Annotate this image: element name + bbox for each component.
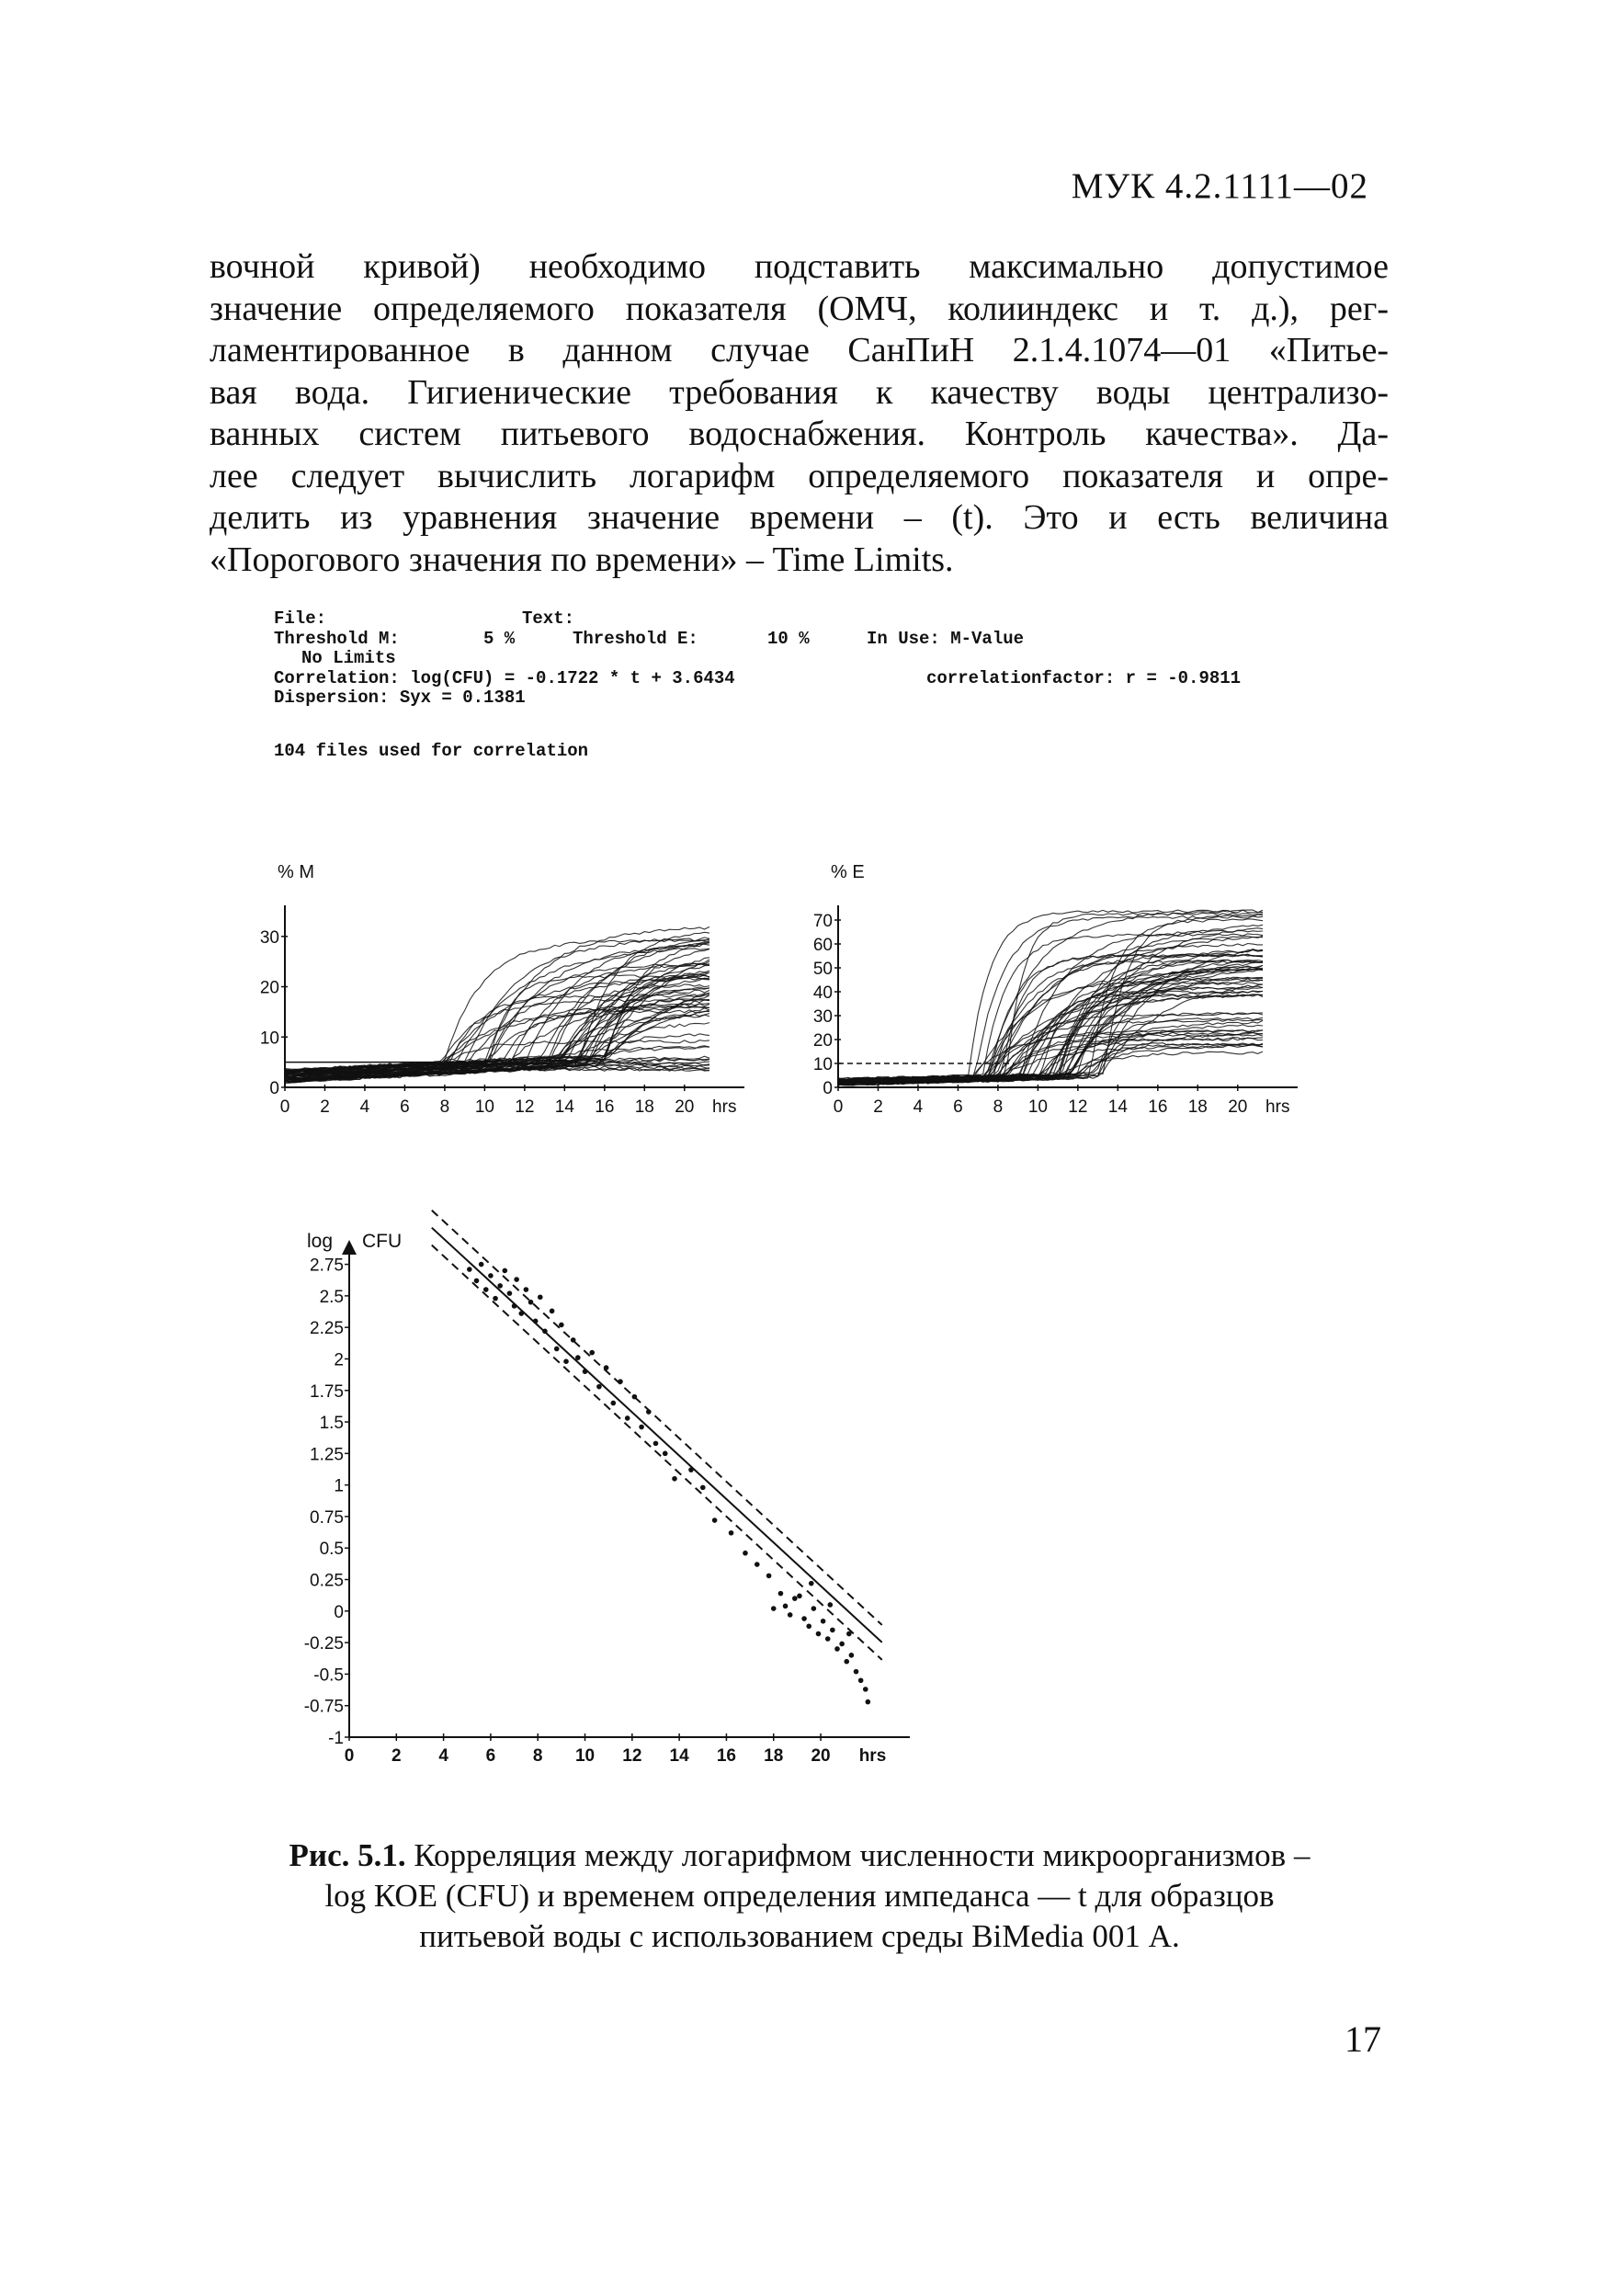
data-point	[854, 1669, 859, 1675]
x-tick-label: 2	[391, 1746, 402, 1766]
data-point	[507, 1290, 513, 1296]
data-point	[528, 1300, 534, 1305]
correlation-equation: Correlation: log(CFU) = -0.1722 * t + 3.6434	[274, 667, 735, 688]
x-tick-label: 0	[344, 1746, 355, 1766]
x-tick-label: 20	[1228, 1097, 1248, 1117]
x-tick-label: 6	[953, 1097, 963, 1117]
data-point	[518, 1311, 524, 1316]
threshold-m-value: 5 %	[483, 628, 516, 649]
confidence-band-line	[432, 1211, 882, 1625]
y-tick-label: 30	[259, 927, 279, 948]
y-tick-label: -0.75	[303, 1697, 344, 1717]
x-tick-label: 10	[474, 1097, 494, 1117]
y-tick-label: 40	[812, 983, 833, 1003]
correlation-factor: correlationfactor: r = -0.9811	[926, 667, 1242, 688]
x-tick-label: 8	[439, 1097, 450, 1117]
y-tick-label: 1.75	[310, 1381, 344, 1402]
data-point	[596, 1384, 602, 1390]
data-point	[512, 1303, 517, 1309]
data-point	[571, 1337, 576, 1343]
data-point	[663, 1451, 668, 1457]
data-point	[550, 1309, 555, 1314]
data-point	[792, 1596, 798, 1601]
x-tick-label: 2	[320, 1097, 330, 1117]
x-tick-label: 20	[811, 1746, 831, 1766]
data-point	[646, 1409, 652, 1415]
body-line: ламентированное в данном случае СанПиН 2.1.4.1074—01 «Питье-	[210, 331, 1389, 369]
data-point	[834, 1646, 840, 1652]
y-tick-label: 50	[812, 960, 833, 979]
x-tick-label: 12	[515, 1097, 535, 1117]
x-tick-label: 14	[1107, 1097, 1128, 1117]
data-point	[479, 1262, 484, 1267]
y-tick-label: 10	[812, 1055, 833, 1074]
y-tick-label: 0	[334, 1602, 344, 1622]
data-point	[618, 1379, 623, 1384]
data-point	[788, 1612, 793, 1618]
y-axis-arrow	[342, 1240, 357, 1255]
x-tick-label: 8	[993, 1097, 1004, 1117]
body-line: вочной кривой) необходимо подставить максимально допустимое	[210, 247, 1389, 286]
y-tick-label: 2	[334, 1350, 344, 1370]
data-point	[858, 1677, 864, 1683]
y-tick-label: 1	[334, 1476, 344, 1496]
x-tick-label: 18	[1187, 1097, 1208, 1117]
data-point	[524, 1287, 529, 1292]
data-point	[611, 1401, 617, 1406]
data-point	[806, 1623, 811, 1629]
series-curve	[838, 936, 1263, 1081]
y-tick-label: 60	[812, 936, 833, 955]
data-point	[866, 1699, 871, 1705]
x-tick-label: 14	[554, 1097, 574, 1117]
data-point	[488, 1273, 494, 1279]
x-tick-label: 12	[1068, 1097, 1088, 1117]
y-axis-label: % M	[278, 862, 314, 882]
y-tick-label: 2.25	[310, 1319, 344, 1339]
x-tick-label: 8	[532, 1746, 543, 1766]
x-tick-label: 4	[359, 1097, 370, 1117]
series-curve	[838, 944, 1263, 1081]
data-point	[801, 1616, 807, 1621]
data-point	[688, 1467, 694, 1472]
series-curve	[838, 910, 1263, 1081]
data-point	[672, 1476, 677, 1482]
y-tick-label: -0.5	[313, 1665, 344, 1686]
data-point	[828, 1602, 834, 1608]
series-curve	[838, 967, 1263, 1085]
x-tick-label: 16	[716, 1746, 737, 1766]
series-curve	[838, 970, 1263, 1081]
data-point	[538, 1294, 543, 1300]
y-tick-label: 70	[812, 912, 833, 931]
data-point	[783, 1604, 789, 1609]
y-tick-label: 0.5	[319, 1540, 344, 1560]
data-point	[653, 1441, 659, 1447]
series-curve	[838, 930, 1263, 1083]
y-tick-label: 0	[269, 1079, 279, 1098]
data-point	[743, 1551, 748, 1556]
x-axis-label: hrs	[858, 1746, 887, 1766]
data-point	[589, 1350, 595, 1356]
data-point	[844, 1659, 849, 1665]
files-used-note: 104 files used for correlation	[274, 740, 589, 761]
x-tick-label: 14	[669, 1746, 689, 1766]
data-point	[766, 1574, 772, 1579]
threshold-e-value: 10 %	[767, 628, 810, 649]
y-tick-label: -1	[328, 1729, 344, 1748]
x-tick-label: 0	[833, 1097, 844, 1117]
y-tick-label: 0.75	[310, 1507, 344, 1528]
threshold-e-label: Threshold E:	[573, 628, 698, 649]
data-point	[467, 1267, 472, 1272]
x-tick-label: 2	[873, 1097, 883, 1117]
document-code: МУК 4.2.1111—02	[1071, 166, 1368, 206]
series-curve	[838, 987, 1263, 1081]
body-line: делить из уравнения значение времени – (t). Это и есть величина	[210, 498, 1389, 537]
data-point	[816, 1631, 822, 1637]
data-point	[493, 1296, 498, 1301]
x-tick-label: 18	[764, 1746, 784, 1766]
series-curve	[838, 991, 1263, 1084]
data-point	[497, 1283, 503, 1289]
threshold-m-label: Threshold M:	[274, 628, 400, 649]
x-tick-label: 18	[634, 1097, 654, 1117]
data-point	[604, 1365, 609, 1370]
caption-line-2: log КОЕ (CFU) и временем определения импеданса — t для образцов	[324, 1878, 1275, 1914]
data-point	[821, 1619, 826, 1624]
page-number: 17	[1345, 2018, 1381, 2060]
data-point	[503, 1268, 508, 1274]
data-point	[533, 1319, 539, 1324]
caption-line-1: Корреляция между логарифмом численности микроорганизмов –	[414, 1837, 1311, 1873]
x-tick-label: 4	[438, 1746, 448, 1766]
caption-line-3: питьевой воды с использованием среды BiMedia 001 А.	[419, 1918, 1180, 1954]
data-point	[729, 1530, 734, 1536]
data-point	[474, 1279, 480, 1284]
impedance-e-chart	[800, 846, 1314, 1121]
y-axis-label: log	[306, 1231, 333, 1252]
series-curve	[838, 925, 1263, 1085]
software-output-panel	[274, 609, 1377, 762]
y-tick-label: 20	[259, 978, 279, 998]
x-tick-label: 6	[400, 1097, 410, 1117]
x-tick-label: 10	[1027, 1097, 1048, 1117]
y-tick-label: 0	[823, 1079, 833, 1098]
y-axis-label-unit: CFU	[362, 1231, 403, 1252]
data-point	[797, 1594, 802, 1599]
data-point	[771, 1606, 777, 1611]
data-point	[712, 1517, 718, 1523]
body-line: вая вода. Гигиенические требования к качеству воды централизо-	[210, 372, 1389, 412]
x-tick-label: 0	[279, 1097, 290, 1117]
x-tick-label: 16	[595, 1097, 615, 1117]
data-point	[542, 1328, 548, 1334]
regression-line	[432, 1228, 882, 1642]
data-point	[563, 1358, 569, 1364]
no-limits-text: No Limits	[301, 648, 396, 668]
y-tick-label: -0.25	[303, 1634, 344, 1654]
y-tick-label: 0.25	[310, 1571, 344, 1591]
y-tick-label: 30	[812, 1007, 833, 1027]
y-axis-label: % E	[831, 862, 865, 882]
body-line: ванных систем питьевого водоснабжения. Контроль качества». Да-	[210, 415, 1389, 453]
data-point	[846, 1631, 852, 1637]
data-point	[839, 1642, 845, 1647]
data-point	[700, 1485, 706, 1491]
confidence-band-line	[432, 1245, 882, 1660]
y-tick-label: 20	[812, 1031, 833, 1051]
x-tick-label: 20	[675, 1097, 695, 1117]
body-paragraph	[210, 246, 1389, 581]
data-point	[809, 1581, 814, 1586]
y-tick-label: 1.25	[310, 1445, 344, 1465]
y-tick-label: 2.75	[310, 1256, 344, 1276]
x-tick-label: 10	[574, 1746, 596, 1766]
dispersion-value: Dispersion: Syx = 0.1381	[274, 688, 526, 708]
data-point	[778, 1591, 784, 1597]
body-line: значение определяемого показателя (ОМЧ, колииндекс и т. д.), рег-	[210, 289, 1389, 328]
data-point	[825, 1636, 831, 1642]
data-point	[830, 1628, 835, 1633]
x-axis-label: hrs	[1265, 1097, 1290, 1117]
data-point	[554, 1347, 560, 1352]
series-curve	[285, 944, 709, 1073]
data-point	[863, 1687, 868, 1692]
data-point	[483, 1287, 489, 1292]
series-curve	[838, 938, 1263, 1081]
text-label: Text:	[522, 608, 575, 629]
x-axis-label: hrs	[712, 1097, 737, 1117]
data-point	[575, 1355, 581, 1360]
series-curve	[838, 919, 1263, 1085]
data-point	[514, 1277, 519, 1282]
figure-caption	[184, 1836, 1415, 1957]
y-tick-label: 2.5	[319, 1287, 344, 1307]
y-tick-label: 1.5	[319, 1414, 344, 1434]
data-point	[639, 1425, 644, 1430]
caption-label: Рис. 5.1.	[289, 1837, 406, 1873]
series-curve	[838, 969, 1263, 1082]
y-tick-label: 10	[259, 1029, 279, 1049]
body-line: лее следует вычислить логарифм определяемого показателя и опре-	[210, 456, 1389, 495]
body-line: «Порогового значения по времени» – Time Limits.	[210, 540, 954, 579]
data-point	[849, 1653, 855, 1658]
data-point	[625, 1415, 630, 1421]
x-tick-label: 4	[913, 1097, 924, 1117]
impedance-m-chart	[246, 846, 761, 1121]
data-point	[583, 1369, 588, 1374]
in-use-value: In Use: M-Value	[867, 628, 1025, 649]
x-tick-label: 12	[622, 1746, 642, 1766]
data-point	[811, 1606, 817, 1611]
data-point	[632, 1394, 638, 1400]
x-tick-label: 16	[1148, 1097, 1168, 1117]
x-tick-label: 6	[485, 1746, 496, 1766]
data-point	[755, 1562, 760, 1567]
file-label: File:	[274, 608, 327, 629]
log-cfu-correlation-chart	[276, 1222, 974, 1792]
data-point	[559, 1323, 564, 1328]
